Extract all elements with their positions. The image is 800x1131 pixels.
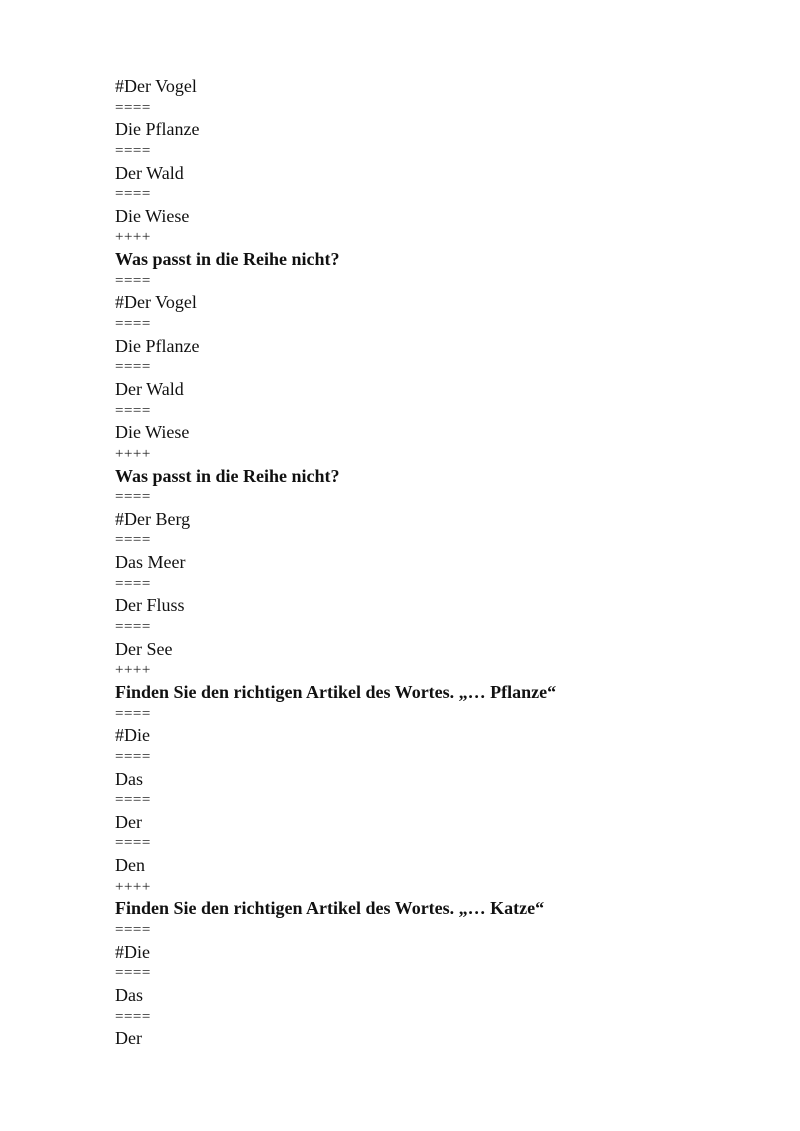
separator-line: ====: [115, 316, 151, 333]
block-end-marker: ++++: [115, 662, 151, 679]
block-end-marker: ++++: [115, 445, 151, 462]
separator-line: ====: [115, 705, 151, 722]
separator-line: ====: [115, 532, 151, 549]
answer-line: Der Wald: [115, 378, 184, 399]
answer-line: #Die: [115, 725, 150, 746]
separator-line: ====: [115, 748, 151, 765]
answer-line: Die Wiese: [115, 422, 190, 443]
answer-line: Das: [115, 768, 143, 789]
separator-line: ====: [115, 99, 151, 116]
answer-line: Das: [115, 984, 143, 1005]
answer-line: Der: [115, 811, 142, 832]
quiz-text-block: [115, 76, 755, 1050]
separator-line: ====: [115, 792, 151, 809]
separator-line: ====: [115, 489, 151, 506]
answer-line: Die Wiese: [115, 205, 190, 226]
question-line: Finden Sie den richtigen Artikel des Wortes. „… Katze“: [115, 898, 545, 919]
answer-line: #Die: [115, 941, 150, 962]
separator-line: ====: [115, 921, 151, 938]
answer-line: #Der Vogel: [115, 76, 197, 96]
question-line: Was passt in die Reihe nicht?: [115, 465, 340, 486]
separator-line: ====: [115, 575, 151, 592]
separator-line: ====: [115, 142, 151, 159]
separator-line: ====: [115, 186, 151, 203]
answer-line: Der: [115, 1028, 142, 1049]
answer-line: #Der Vogel: [115, 292, 197, 313]
question-line: Was passt in die Reihe nicht?: [115, 249, 340, 270]
answer-line: Den: [115, 855, 145, 876]
answer-line: Der Wald: [115, 162, 184, 183]
block-end-marker: ++++: [115, 878, 151, 895]
answer-line: Der Fluss: [115, 595, 185, 616]
answer-line: Die Pflanze: [115, 119, 200, 140]
separator-line: ====: [115, 359, 151, 376]
separator-line: ====: [115, 272, 151, 289]
answer-line: Das Meer: [115, 552, 186, 573]
answer-line: Die Pflanze: [115, 335, 200, 356]
separator-line: ====: [115, 835, 151, 852]
answer-line: Der See: [115, 638, 173, 659]
question-line: Finden Sie den richtigen Artikel des Wortes. „… Pflanze“: [115, 681, 557, 702]
separator-line: ====: [115, 402, 151, 419]
separator-line: ====: [115, 965, 151, 982]
separator-line: ====: [115, 1008, 151, 1025]
answer-line: #Der Berg: [115, 508, 191, 529]
block-end-marker: ++++: [115, 229, 151, 246]
separator-line: ====: [115, 619, 151, 636]
